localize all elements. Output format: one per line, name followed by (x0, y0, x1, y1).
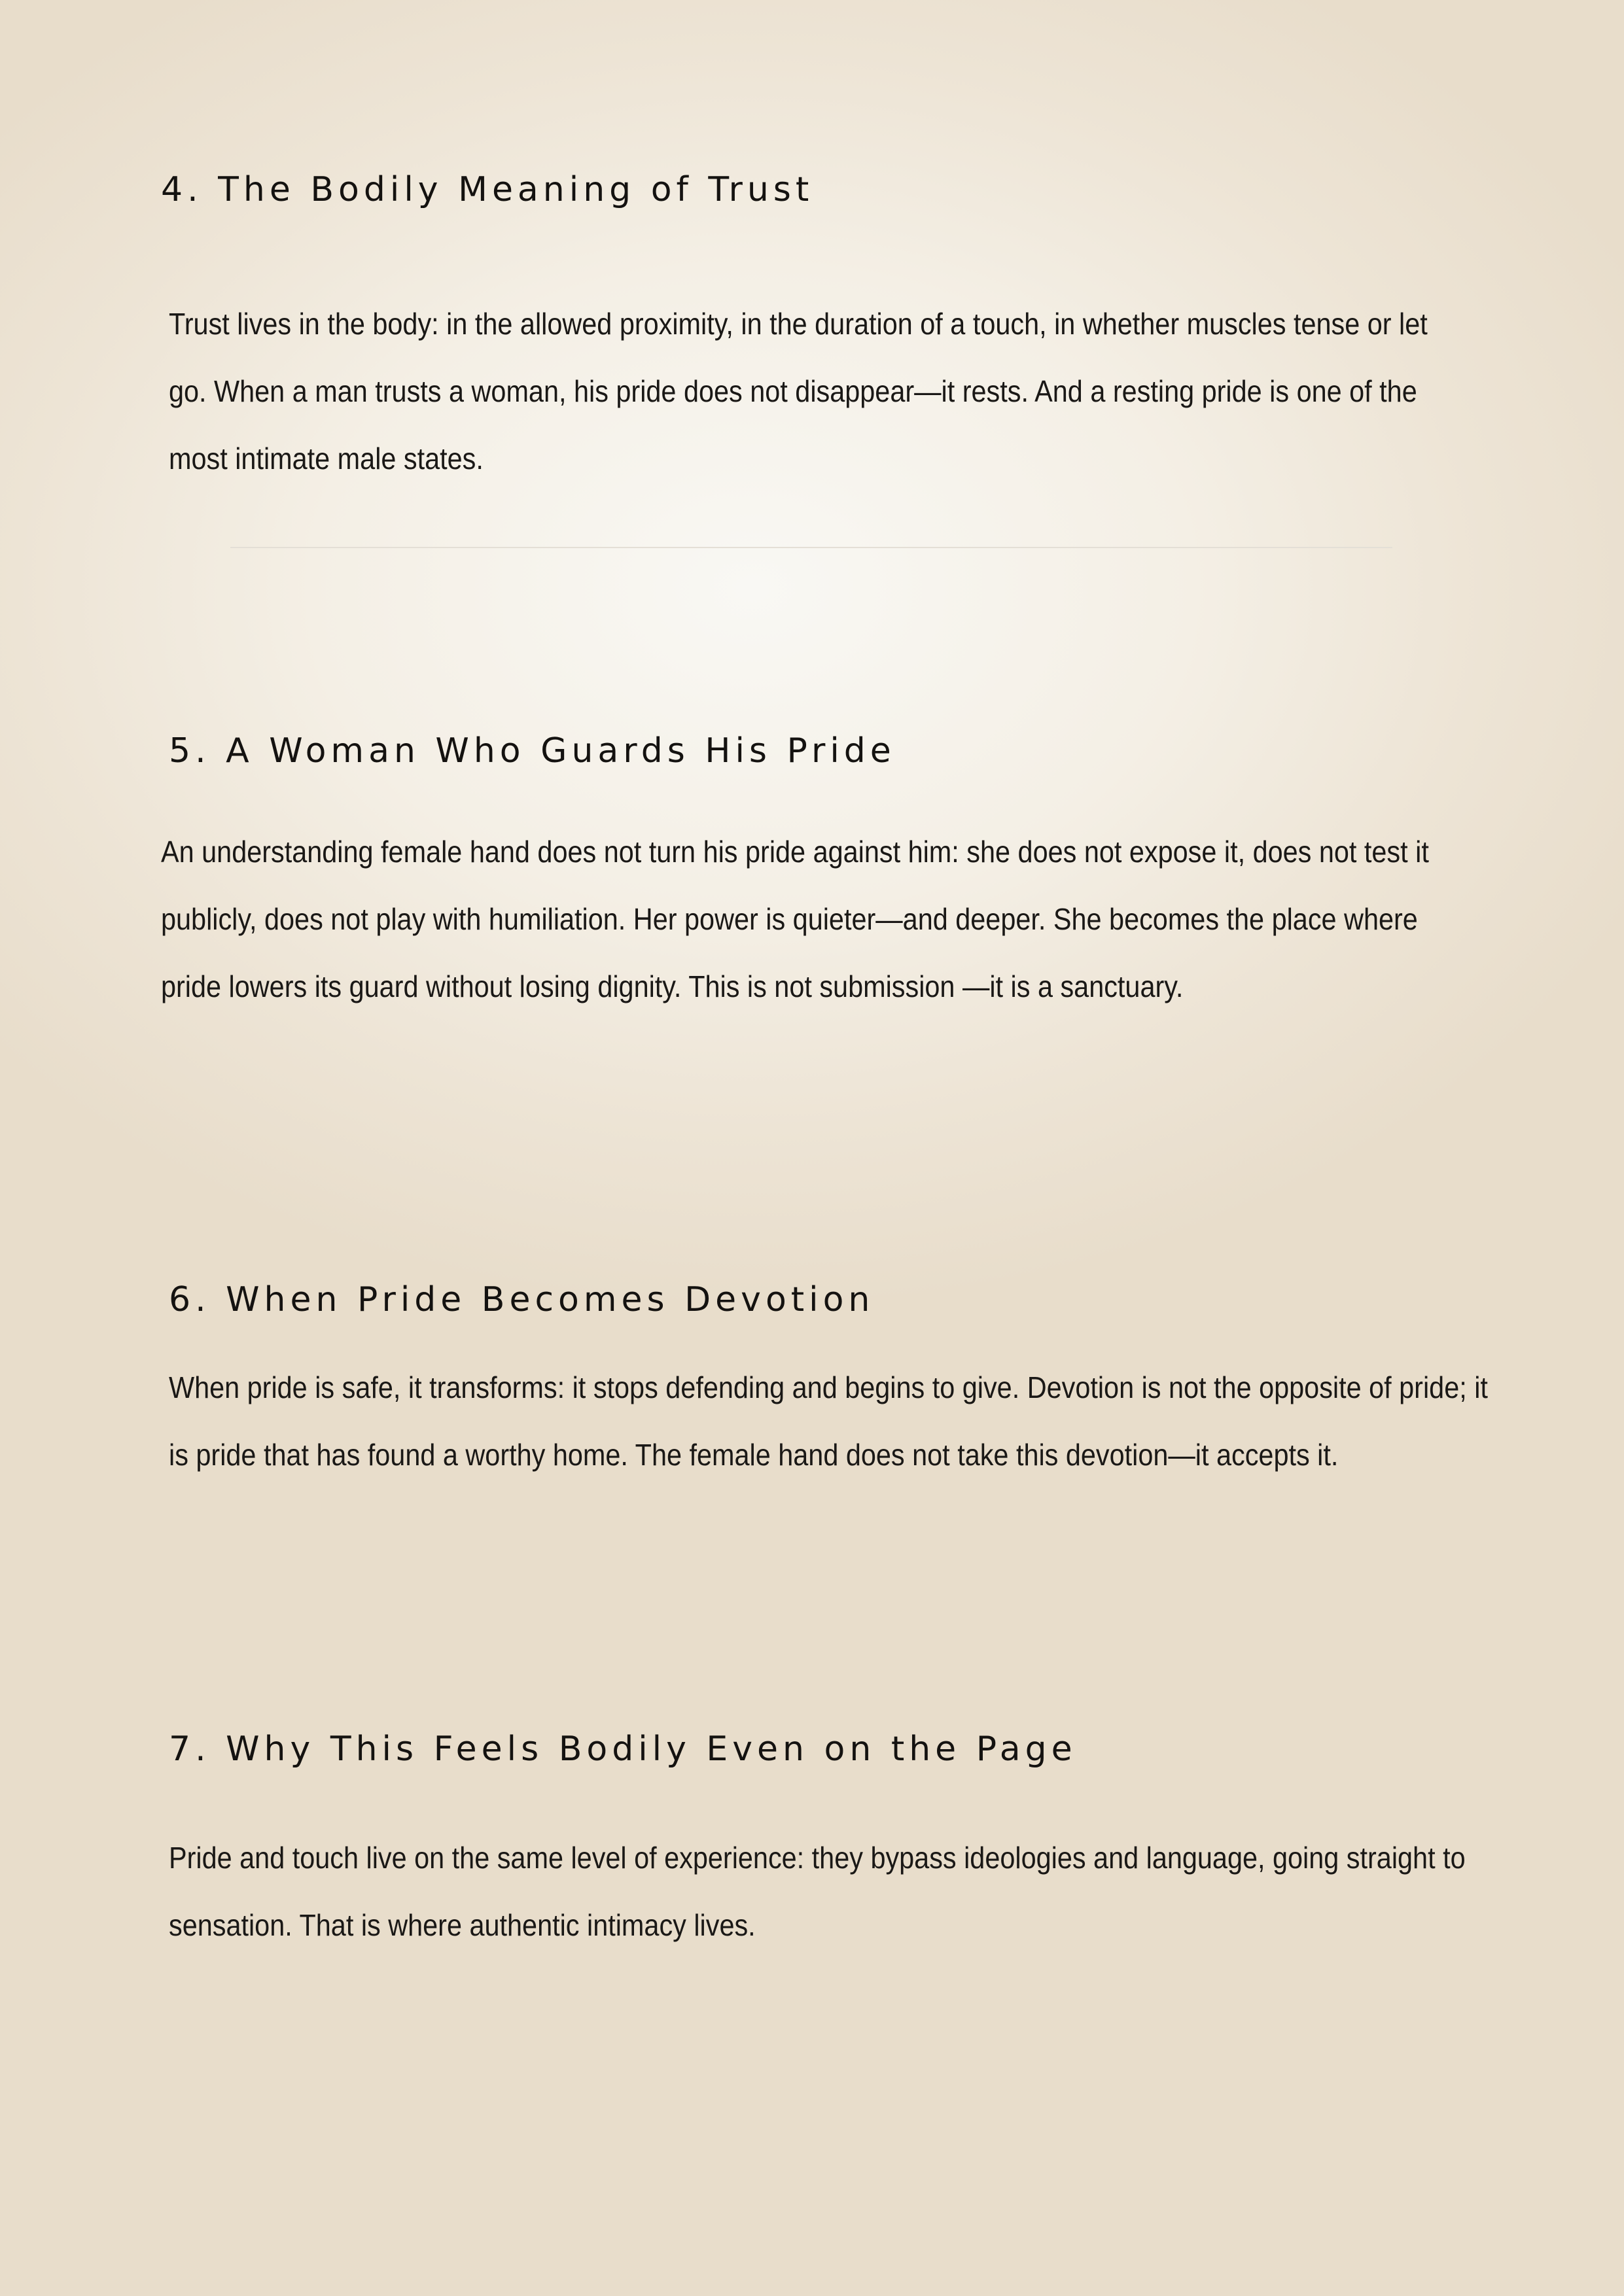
section-divider (230, 547, 1392, 548)
section-4-heading: 4. The Bodily Meaning of Trust (161, 170, 814, 209)
section-5-heading: 5. A Woman Who Guards His Pride (169, 731, 896, 771)
section-7-heading: 7. Why This Feels Bodily Even on the Page (169, 1730, 1077, 1769)
section-6-body: When pride is safe, it transforms: it stops defending and begins to give. Devotion is not the opposite of pride; it is pride that has found a worthy home. The female hand does not take this devotion—it accepts it. (169, 1370, 1488, 1472)
section-5-body: An understanding female hand does not turn his pride against him: she does not expose it, does not test it publicly, does not play with humiliation. Her power is quieter—and deeper. She becomes the place where pride lowers its guard without losing dignity. This is not submission —it is a sanctuary. (161, 835, 1429, 1003)
section-7-body: Pride and touch live on the same level of experience: they bypass ideologies and language, going straight to sensation. That is where authentic intimacy lives. (169, 1841, 1466, 1942)
section-4-body: Trust lives in the body: in the allowed proximity, in the duration of a touch, in whether muscles tense or let go. When a man trusts a woman, his pride does not disappear—it rests. And a resting pride is one of the most intimate male states. (169, 307, 1428, 476)
section-6-heading: 6. When Pride Becomes Devotion (169, 1280, 875, 1319)
